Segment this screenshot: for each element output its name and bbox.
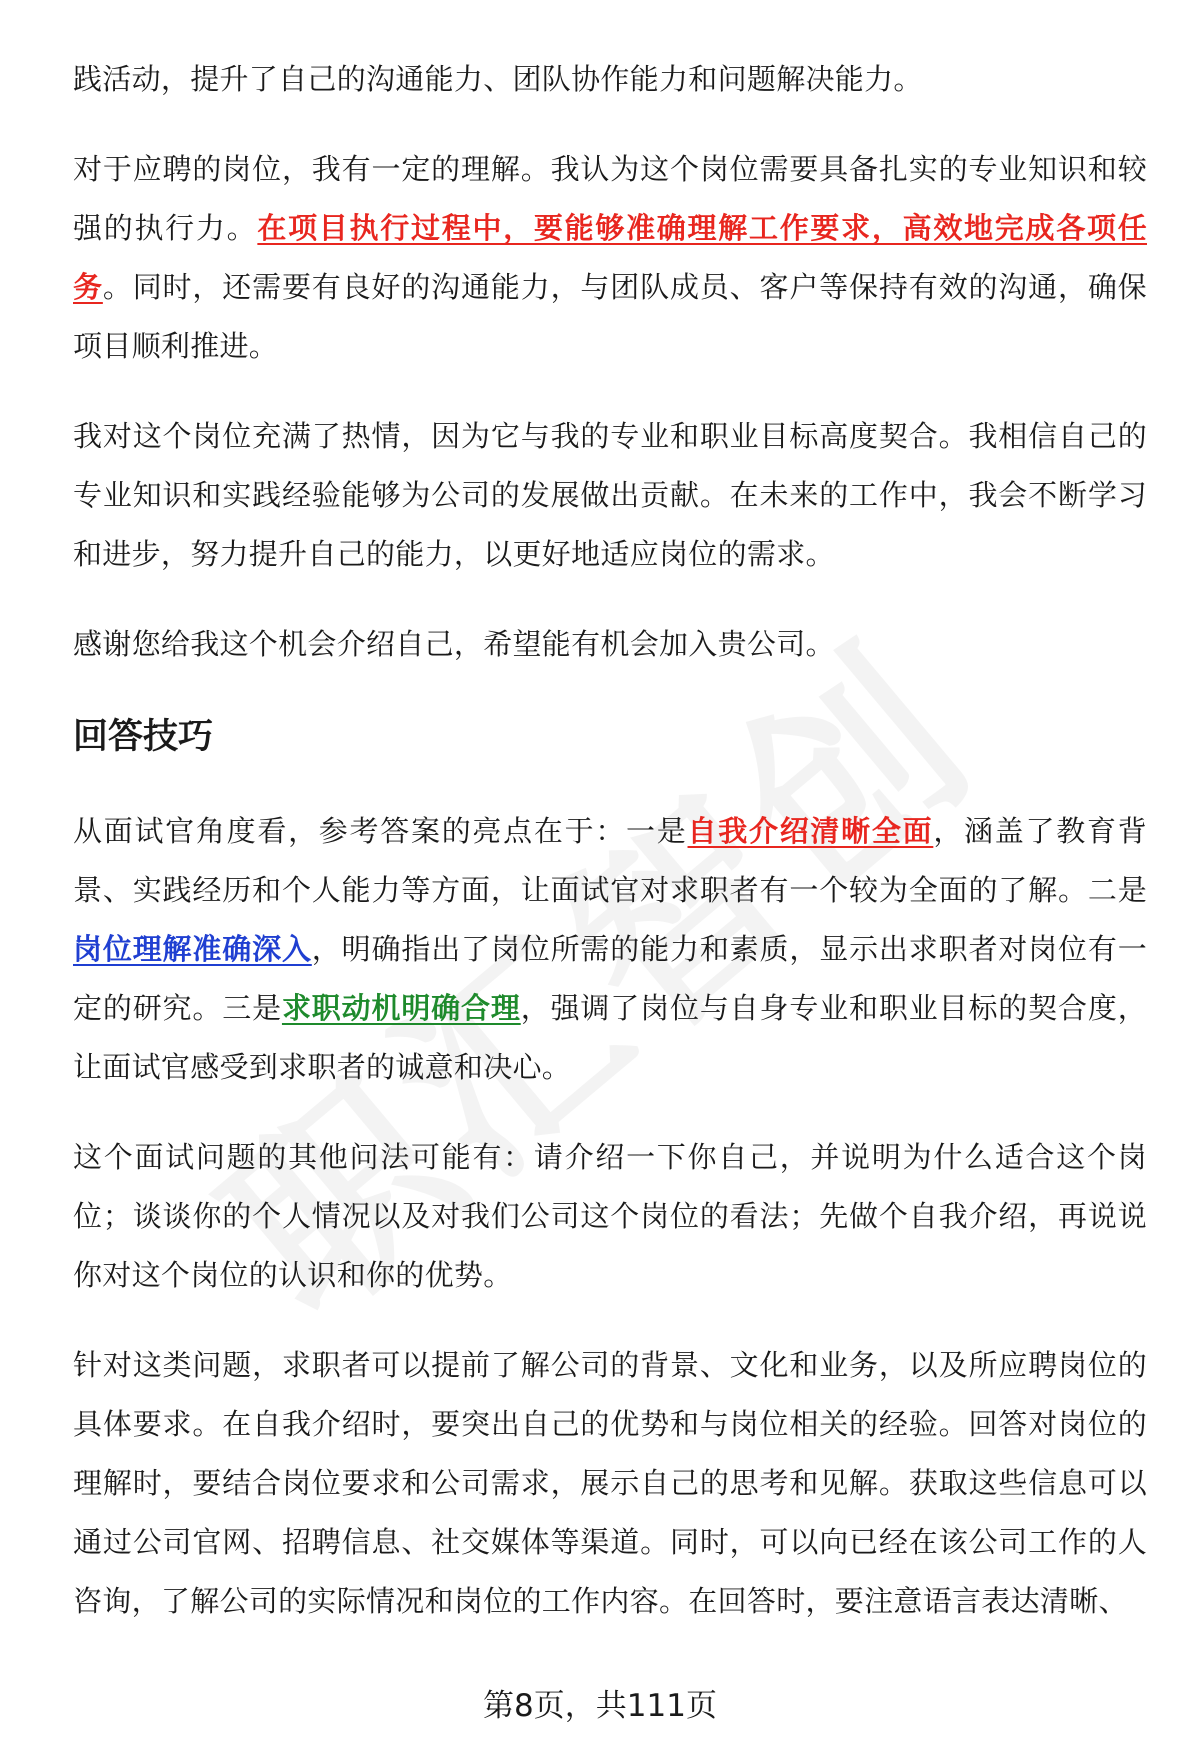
paragraph-text: 践活动，提升了自己的沟通能力、团队协作能力和问题解决能力。 bbox=[73, 62, 923, 96]
section-heading: 回答技巧 bbox=[73, 717, 214, 757]
paragraph-text: ，明确指出了岗位所需的能力和素质，显示出求职者对岗位有一定的研究。三是 bbox=[73, 932, 1147, 1025]
paragraph-motivation bbox=[73, 407, 1147, 584]
paragraph-text: ，强调了岗位与自身专业和职业目标的契合度，让面试官感受到求职者的诚意和决心。 bbox=[73, 991, 1147, 1084]
paragraph-text: 对于应聘的岗位，我有一定的理解。我认为这个岗位需要具备扎实的专业知识和较强的执行力。 bbox=[73, 152, 1147, 245]
tips-alternatives-paragraph bbox=[73, 1128, 1147, 1305]
highlight-green-text: 求职动机明确合理 bbox=[281, 991, 521, 1025]
paragraph-text: 从面试官角度看，参考答案的亮点在于：一是 bbox=[73, 814, 688, 848]
document-page bbox=[73, 50, 1147, 1662]
paragraph-text: 我对这个岗位充满了热情，因为它与我的专业和职业目标高度契合。我相信自己的专业知识和实践经验能够为公司的发展做出贡献。在未来的工作中，我会不断学习和进步，努力提升自己的能力，以更好地适应岗位的需求。 bbox=[73, 419, 1147, 571]
paragraph-text: 。同时，还需要有良好的沟通能力，与团队成员、客户等保持有效的沟通，确保项目顺利推进。 bbox=[73, 270, 1147, 363]
paragraph-role-understanding bbox=[73, 140, 1147, 376]
paragraph-continuation bbox=[73, 50, 1147, 109]
tips-highlights-paragraph bbox=[73, 802, 1147, 1097]
paragraph-text: ，涵盖了教育背景、实践经历和个人能力等方面，让面试官对求职者有一个较为全面的了解。二是 bbox=[73, 814, 1147, 907]
page-footer: 第8页，共111页 bbox=[483, 1688, 717, 1724]
paragraph-text: 这个面试问题的其他问法可能有：请介绍一下你自己，并说明为什么适合这个岗位；谈谈你的个人情况以及对我们公司这个岗位的看法；先做个自我介绍，再说说你对这个岗位的认识和你的优势。 bbox=[73, 1140, 1147, 1292]
highlight-blue-text: 岗位理解准确深入 bbox=[73, 932, 312, 966]
paragraph-text: 针对这类问题，求职者可以提前了解公司的背景、文化和业务，以及所应聘岗位的具体要求。在自我介绍时，要突出自己的优势和与岗位相关的经验。回答对岗位的理解时，要结合岗位要求和公司需求，展示自己的思考和见解。获取这些信息可以通过公司官网、招聘信息、社交媒体等渠道。同时，可以向已经在该公司工作的人咨询，了解公司的实际情况和岗位的工作内容。在回答时，要注意语言表达清晰、 bbox=[73, 1348, 1147, 1618]
paragraph-thanks bbox=[73, 615, 1147, 674]
highlight-red-text: 自我介绍清晰全面 bbox=[687, 814, 934, 848]
highlight-red-text: 在项目执行过程中，要能够准确理解工作要求，高效地完成各项任务 bbox=[73, 211, 1147, 304]
paragraph-text: 感谢您给我这个机会介绍自己，希望能有机会加入贵公司。 bbox=[73, 627, 835, 661]
tips-preparation-paragraph bbox=[73, 1336, 1147, 1631]
